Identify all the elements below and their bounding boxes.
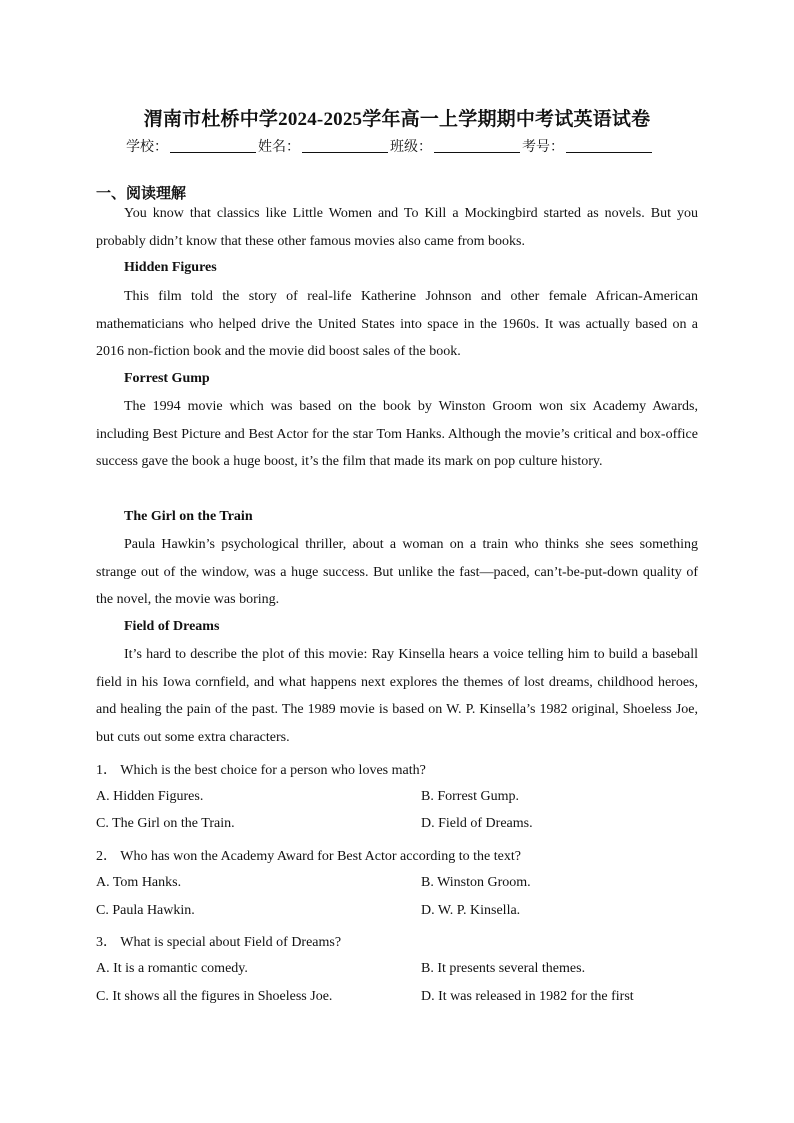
question-stem: 3． What is special about Field of Dreams? <box>96 935 342 950</box>
name-label: 姓名： <box>258 139 300 155</box>
number-blank <box>566 138 652 153</box>
passage-text: Paula Hawkin’s psychological thriller, about a woman on a train who thinks she sees something strange out of the window, was a huge success. But unlike the fast—paced, can’t-be-put-down quality of the novel, the movie was boring. <box>96 537 698 608</box>
school-blank <box>170 138 256 153</box>
passage-heading: Forrest Gump <box>124 371 210 386</box>
option-d: D. Field of Dreams. <box>421 816 533 831</box>
student-info-line <box>126 136 654 156</box>
passage-heading: The Girl on the Train <box>124 509 253 524</box>
school-label: 学校： <box>126 139 168 155</box>
option-a: A. Hidden Figures. <box>96 789 204 804</box>
option-c: C. Paula Hawkin. <box>96 903 195 918</box>
option-d: D. It was released in 1982 for the first <box>421 989 634 1004</box>
option-d: D. W. P. Kinsella. <box>421 903 521 918</box>
passage-heading: Hidden Figures <box>124 260 217 275</box>
option-b: B. Winston Groom. <box>421 875 531 890</box>
option-c: C. The Girl on the Train. <box>96 816 235 831</box>
intro-paragraph: You know that classics like Little Women and To Kill a Mockingbird started as novels. But you probably didn’t know that these other famous movies also came from books. <box>96 206 698 249</box>
section-title: 一、阅读理解 <box>96 184 187 202</box>
passage-text: It’s hard to describe the plot of this movie: Ray Kinsella hears a voice telling him to build a baseball field in his Iowa cornfield, and what happens next explores the themes of lost dreams, childhood heroes, and healing the pain of the past. The 1989 movie is based on W. P. Kinsella’s 1982 original, Shoeless Joe, but cuts out some extra characters. <box>96 647 698 745</box>
passage-text: The 1994 movie which was based on the book by Winston Groom won six Academy Awards, including Best Picture and Best Actor for the star Tom Hanks. Although the movie’s critical and box-office success gave the book a huge boost, it’s the film that made its mark on pop culture history. <box>96 399 698 470</box>
class-label: 班级： <box>390 139 432 155</box>
question-stem: 2． Who has won the Academy Award for Best Actor according to the text? <box>96 849 521 864</box>
name-blank <box>302 138 388 153</box>
option-c: C. It shows all the figures in Shoeless Joe. <box>96 989 333 1004</box>
class-blank <box>434 138 520 153</box>
number-label: 考号： <box>522 139 564 155</box>
option-a: A. It is a romantic comedy. <box>96 961 248 976</box>
option-b: B. It presents several themes. <box>421 961 586 976</box>
option-b: B. Forrest Gump. <box>421 789 519 804</box>
question-stem: 1． Which is the best choice for a person who loves math? <box>96 763 426 778</box>
exam-title: 渭南市杜桥中学2024-2025学年高一上学期期中考试英语试卷 <box>143 109 651 130</box>
passage-heading: Field of Dreams <box>124 619 220 634</box>
option-a: A. Tom Hanks. <box>96 875 182 890</box>
passage-text: This film told the story of real-life Katherine Johnson and other female African-American mathematicians who helped drive the United States into space in the 1960s. It was actually based on a 2016 non-fiction book and the movie did boost sales of the book. <box>96 289 698 360</box>
